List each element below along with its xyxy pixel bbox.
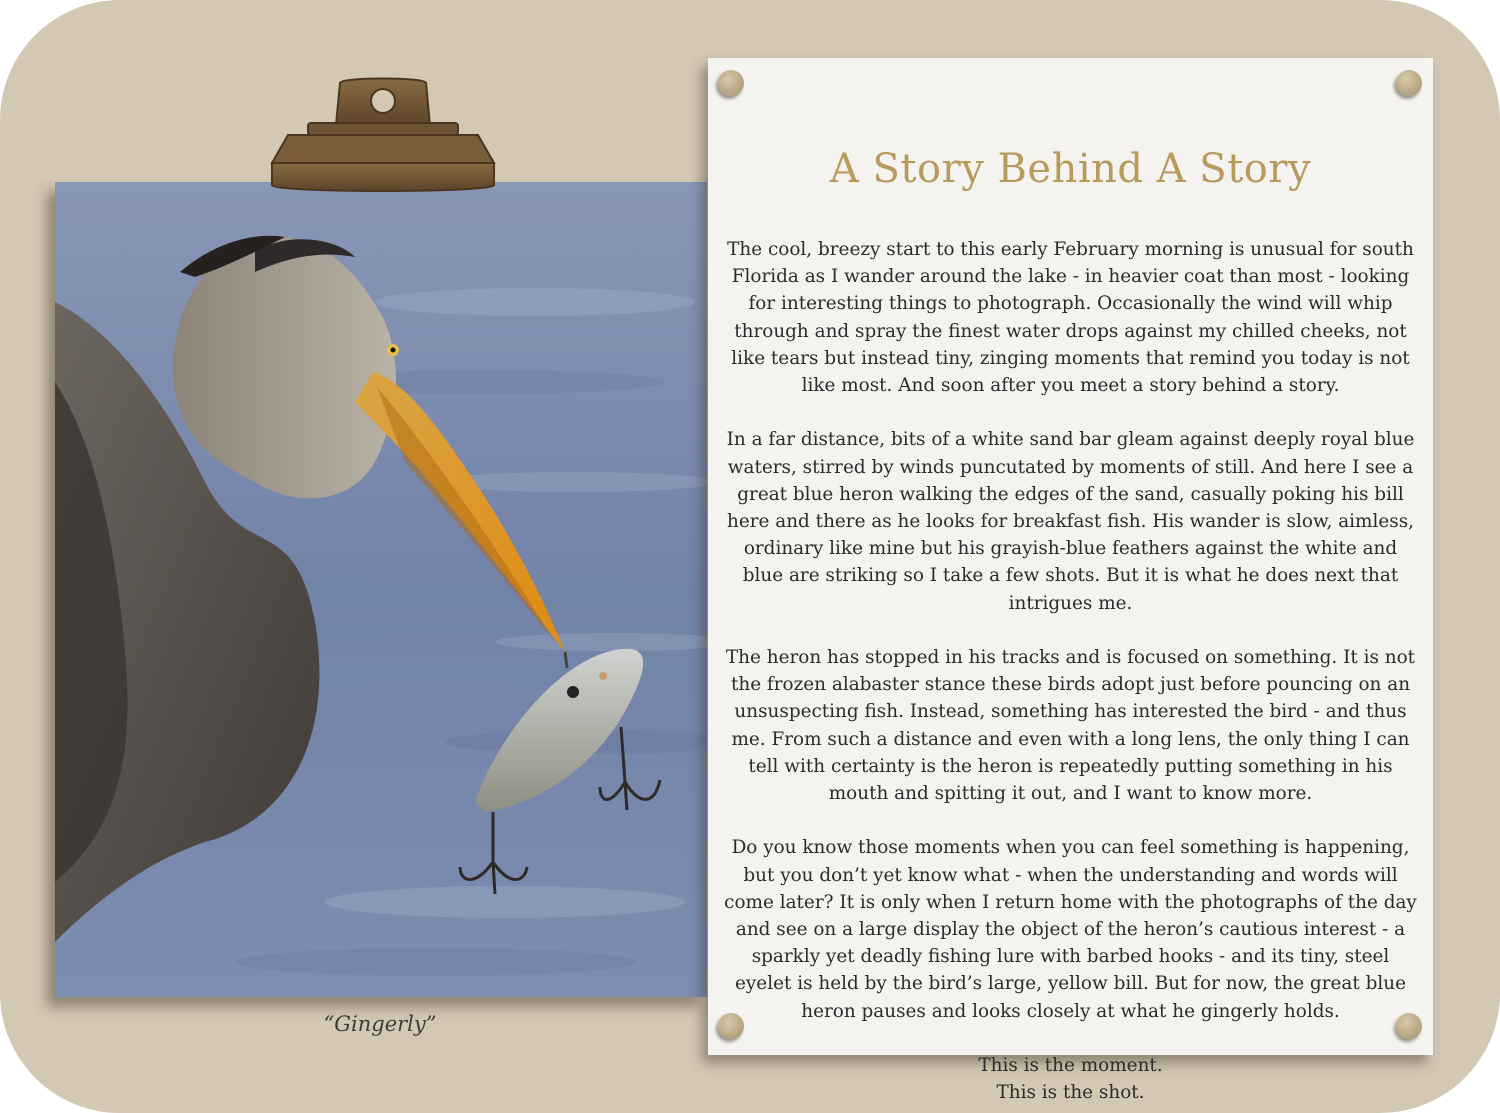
heron-with-lure-image <box>55 182 707 997</box>
story-paragraph: In a far distance, bits of a white sand bar gleam against deeply royal blue waters, stirred by winds puncutated by moments of still. And here I see a great blue heron walking the edges of the sand, casually poking his bill here and there as he looks for breakfast fish. His wander is slow, aimless, ordinary like mine but his grayish-blue feathers against the white and blue are striking so I take a few shots. But it is what he does next that intrigues me. <box>726 429 1415 614</box>
pin-icon <box>718 70 744 96</box>
story-paragraph: The cool, breezy start to this early February morning is unusual for south Florida as I wander around the lake - in heavier coat than most - looking for interesting things to photograph. Occasionally the wind will whip through and spray the finest water drops against my chilled cheeks, not like tears but instead tiny, zinging moments that remind you today is not like most. And soon after you meet a story behind a story. <box>727 239 1414 397</box>
binder-clip-icon <box>268 75 498 200</box>
pin-icon <box>1396 70 1422 96</box>
story-body <box>722 236 1419 1106</box>
closing-line: This is the shot. <box>996 1082 1145 1104</box>
closing-line: This is the moment. <box>978 1055 1163 1077</box>
story-card <box>708 58 1433 1104</box>
story-closing <box>722 1052 1419 1106</box>
story-paragraph: The heron has stopped in his tracks and is focused on something. It is not the frozen alabaster stance these birds adopt just before pouncing on an unsuspecting fish. Instead, something has interested the bird - and thus me. From such a distance and even with a long lens, the only thing I can tell with certainty is the heron is repeatedly putting something in his mouth and spitting it out, and I want to know more. <box>725 647 1416 805</box>
story-title: A Story Behind A Story <box>829 146 1312 192</box>
story-paragraph: Do you know those moments when you can feel something is happening, but you don’t yet know what - when the understanding and words will come later? It is only when I return home with the photographs of the day and see on a large display the object of the heron’s cautious interest - a sparkly yet deadly fishing lure with barbed hooks - and its tiny, steel eyelet is held by the bird’s large, yellow bill. But for now, the great blue heron pauses and looks closely at what he gingerly holds. <box>724 837 1417 1022</box>
heron-photo <box>55 182 707 997</box>
photo-caption: “Gingerly” <box>323 1012 437 1036</box>
